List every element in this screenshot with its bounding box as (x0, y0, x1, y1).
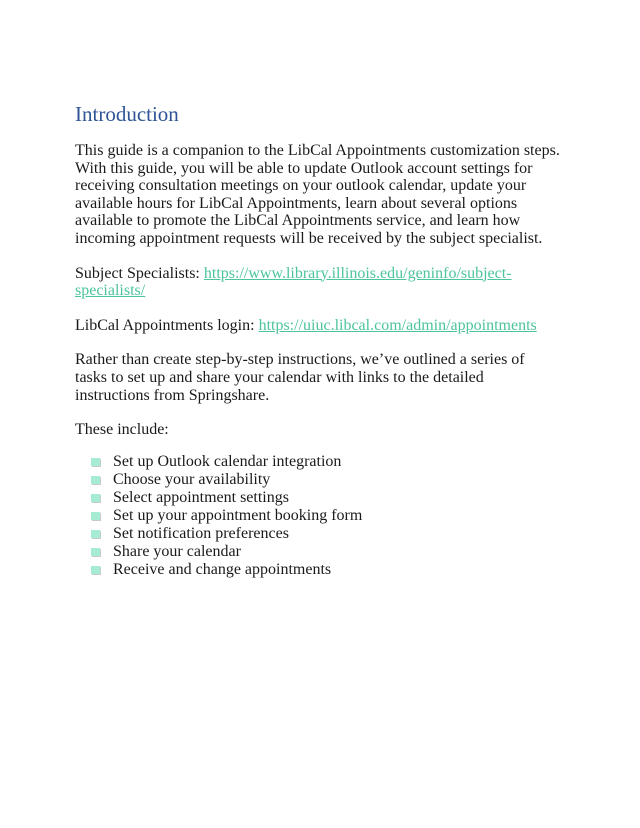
list-item (91, 489, 575, 507)
text-line: instructions from Springshare. (75, 386, 270, 404)
bullet-icon (91, 530, 100, 538)
bullet-icon (91, 548, 100, 556)
list-item-label: Set up your appointment booking form (113, 506, 363, 524)
task-list (75, 453, 575, 579)
specialists-paragraph (75, 265, 575, 300)
bullet-icon (91, 566, 100, 574)
text-line: Rather than create step-by-step instructions, we’ve outlined a series of (75, 351, 525, 369)
list-item-label: Set up Outlook calendar integration (113, 452, 342, 470)
list-item-label: Choose your availability (113, 470, 271, 488)
login-paragraph (75, 317, 575, 335)
list-item-label: Select appointment settings (113, 488, 289, 506)
bullet-icon (91, 458, 100, 466)
list-item-label: Receive and change appointments (113, 560, 332, 578)
login-link[interactable]: https://uiuc.libcal.com/admin/appointments (258, 316, 537, 334)
text-line: This guide is a companion to the LibCal Appointments customization steps. (75, 142, 560, 159)
login-label: LibCal Appointments login: (75, 316, 259, 334)
list-item-label: Set notification preferences (113, 524, 289, 542)
text-line: tasks to set up and share your calendar with links to the detailed (75, 368, 484, 386)
list-item (91, 543, 575, 561)
bullet-icon (91, 512, 100, 520)
bullet-icon (91, 494, 100, 502)
specialists-link-continued[interactable]: specialists/ (75, 282, 146, 300)
text-line: With this guide, you will be able to update Outlook account settings for (75, 159, 533, 177)
list-item (91, 471, 575, 489)
list-item (91, 525, 575, 543)
document-page (75, 100, 575, 579)
section-heading: Introduction (75, 102, 179, 126)
list-item (91, 561, 575, 579)
these-include-text: These include: (75, 421, 169, 439)
list-item (91, 507, 575, 525)
text-line: available to promote the LibCal Appointments service, and learn how (75, 212, 521, 230)
intro-paragraph (75, 142, 575, 248)
list-item-label: Share your calendar (113, 542, 241, 560)
rather-paragraph (75, 351, 575, 404)
text-line: incoming appointment requests will be received by the subject specialist. (75, 229, 543, 247)
bullet-icon (91, 476, 100, 484)
specialists-link[interactable]: https://www.library.illinois.edu/geninfo/subject- (203, 264, 512, 282)
list-item (91, 453, 575, 471)
text-line: available hours for LibCal Appointments, learn about several options (75, 194, 518, 212)
text-line: receiving consultation meetings on your outlook calendar, update your (75, 177, 527, 195)
specialists-label: Subject Specialists: (75, 264, 204, 282)
